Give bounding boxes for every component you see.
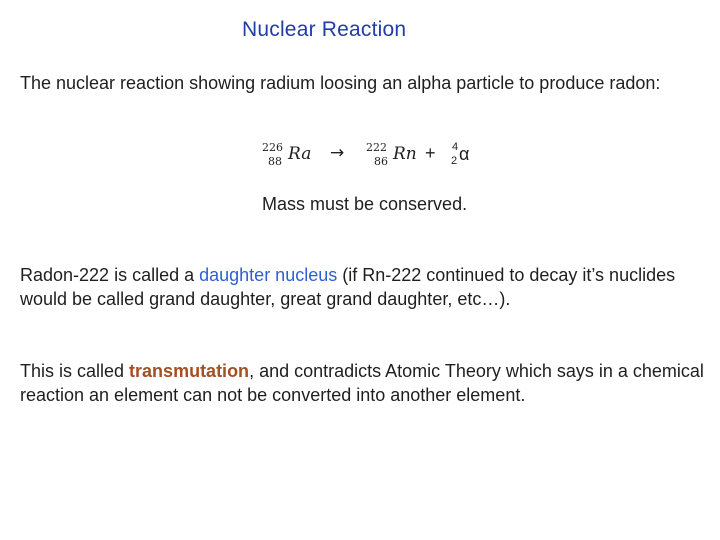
radon-atomic-number: 86 bbox=[374, 155, 388, 168]
paragraph2-text-after: (if Rn-222 continued to decay it’s nuclides would be called grand daughter, great grand daughter, etc…). bbox=[20, 265, 676, 309]
conservation-note: Mass must be conserved. bbox=[262, 194, 468, 214]
radium-atomic-number: 88 bbox=[268, 155, 282, 168]
alpha-mass-number: 4 bbox=[452, 141, 459, 153]
alpha-symbol: α bbox=[459, 144, 470, 164]
radon-nuclide bbox=[366, 140, 422, 170]
paragraph3-text-after: , and contradicts Atomic Theory which says in a chemical reaction an element can not be converted into another element. bbox=[20, 361, 704, 405]
paragraph2-text-before: Radon-222 is called a bbox=[20, 265, 200, 285]
slide-title: Nuclear Reaction bbox=[242, 18, 407, 41]
radium-nuclide bbox=[262, 140, 314, 170]
daughter-nucleus-term: daughter nucleus bbox=[199, 265, 338, 285]
radon-symbol: Rn bbox=[393, 144, 417, 164]
paragraph3-text-before: This is called bbox=[20, 361, 130, 381]
alpha-particle bbox=[450, 140, 476, 170]
transmutation-paragraph bbox=[20, 359, 710, 407]
radon-mass-number: 222 bbox=[366, 141, 387, 154]
transmutation-term: transmutation bbox=[129, 361, 250, 381]
reaction-arrow: → bbox=[330, 143, 345, 163]
intro-paragraph: The nuclear reaction showing radium loosing an alpha particle to produce radon: bbox=[20, 73, 661, 93]
radium-symbol: Ra bbox=[288, 144, 312, 164]
plus-sign: + bbox=[425, 143, 436, 163]
alpha-atomic-number: 2 bbox=[451, 155, 458, 167]
daughter-nucleus-paragraph bbox=[20, 263, 710, 311]
radium-mass-number: 226 bbox=[262, 141, 283, 154]
